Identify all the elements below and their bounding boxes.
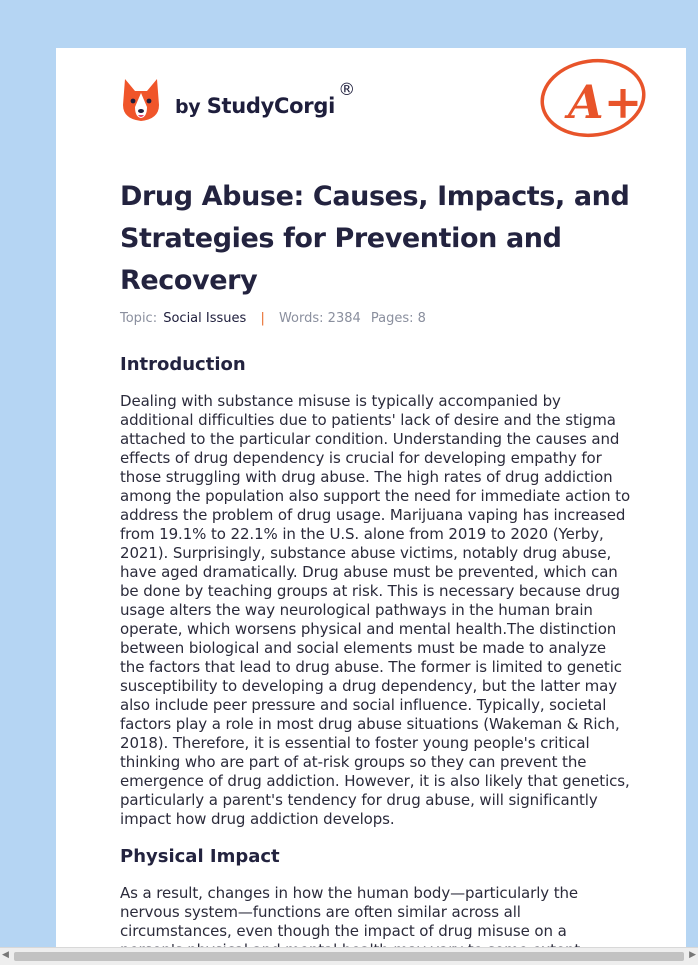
word-count: Words: 2384: [278, 311, 361, 326]
topic-label: Topic:: [120, 311, 158, 326]
scroll-right-icon[interactable]: ▶: [689, 950, 696, 960]
section-heading-physical-impact: Physical Impact: [120, 846, 280, 867]
document-page: [56, 48, 686, 964]
section-heading-introduction: Introduction: [120, 354, 246, 375]
studycorgi-logo[interactable]: [121, 74, 355, 126]
topic-link[interactable]: Social Issues: [163, 311, 247, 326]
document-meta: [120, 311, 426, 326]
corgi-icon: [121, 77, 161, 123]
a-plus-grade-icon: [538, 58, 650, 140]
horizontal-scrollbar[interactable]: [0, 947, 698, 965]
page-count: Pages: 8: [370, 311, 426, 326]
scroll-left-icon[interactable]: ◀: [2, 950, 9, 960]
meta-separator: |: [260, 311, 265, 326]
section-text-introduction: Dealing with substance misuse is typically accompanied by additional difficulties due to patients' lack of desire and the stigma attached to the particular condition. Understanding the causes and effects of drug dependency is crucial for developing empathy for those struggling with drug abuse. The high rates of drug addiction among the population also support the need for immediate action to address the problem of drug usage. Marijuana vaping has increased from 19.1% to 22.1% in the U.S. alone from 2019 to 2020 (Yerby, 2021). Surprisingly, substance abuse victims, notably drug abuse, have aged dramatically. Drug abuse must be prevented, which can be done by teaching groups at risk. This is necessary because drug usage alters the way neurological pathways in the human brain operate, which worsens physical and mental health.The distinction between biological and social elements must be made to analyze the factors that lead to drug abuse. The former is limited to genetic susceptibility to developing a drug dependency, but the latter may also include peer pressure and social influence. Typically, societal factors play a role in most drug abuse situations (Wakeman & Rich, 2018). Therefore, it is essential to foster young people's critical thinking who are part of at-risk groups so they can prevent the emergence of drug addiction. However, it is also likely that genetics, particularly a parent's tendency for drug abuse, will significantly impact how drug addiction develops.: [120, 392, 631, 828]
svg-text:A+: A+: [568, 75, 643, 129]
scrollbar-thumb[interactable]: [14, 952, 684, 961]
document-title: Drug Abuse: Causes, Impacts, and Strategies for Prevention and Recovery: [120, 181, 630, 296]
brand-name: by StudyCorgi ®: [175, 80, 355, 118]
section-text-physical-impact: As a result, changes in how the human body—particularly the nervous system—functions are often similar across all circumstances, even though the impact of drug misuse on a: [120, 884, 579, 940]
